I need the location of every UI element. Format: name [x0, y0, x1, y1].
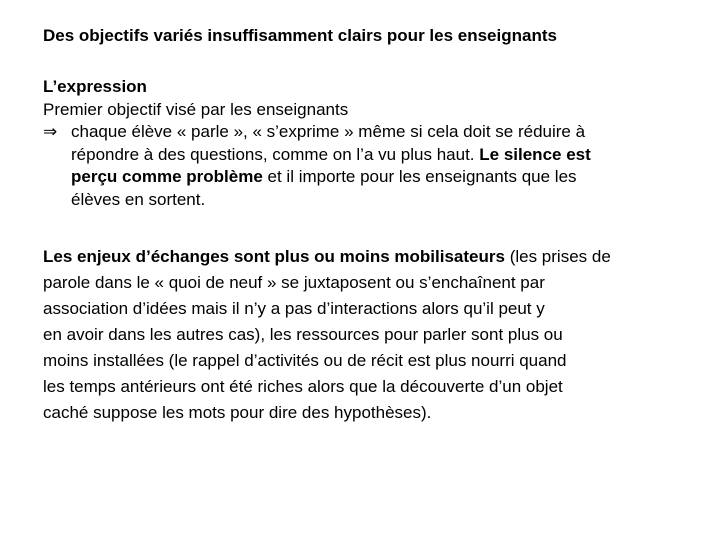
implies-arrow-icon: ⇒: [43, 122, 58, 141]
paragraph-emphasis: Les enjeux d’échanges sont plus ou moins mobilisateurs: [43, 247, 505, 266]
bullet-text: et il importe pour les enseignants que les: [267, 167, 577, 186]
enjeux-paragraph: [43, 244, 693, 426]
paragraph-line: association d’idées mais il n’y a pas d’interactions alors qu’il peut y: [43, 299, 545, 318]
bullet-line: [71, 166, 683, 189]
paragraph-line: [43, 244, 693, 270]
paragraph-line: caché suppose les mots pour dire des hypothèses).: [43, 403, 432, 422]
section-heading: L’expression: [43, 77, 147, 96]
section-subheading: Premier objectif visé par les enseignants: [43, 99, 349, 119]
bullet-text: répondre à des questions, comme on l’a vu plus haut.: [71, 144, 475, 164]
paragraph-line: moins installées (le rappel d’activités ou de récit est plus nourri quand: [43, 351, 567, 370]
paragraph-line: parole dans le « quoi de neuf » se juxtaposent ou s’enchaînent par: [43, 273, 545, 292]
paragraph-line: en avoir dans les autres cas), les ressources pour parler sont plus ou: [43, 325, 563, 344]
bullet-line: élèves en sortent.: [71, 189, 206, 209]
bullet-line: [71, 144, 683, 167]
bullet-line: chaque élève « parle », « s’exprime » même si cela doit se réduire à: [71, 122, 586, 141]
paragraph-text: (les prises de: [509, 247, 611, 266]
slide-title: Des objectifs variés insuffisamment clairs pour les enseignants: [43, 26, 557, 45]
paragraph-line: les temps antérieurs ont été riches alors que la découverte d’un objet: [43, 377, 563, 396]
bullet-emphasis: Le silence est: [479, 144, 591, 164]
expression-section: [43, 76, 683, 211]
bullet-emphasis: perçu comme problème: [71, 167, 263, 186]
bullet-item: [43, 121, 683, 211]
